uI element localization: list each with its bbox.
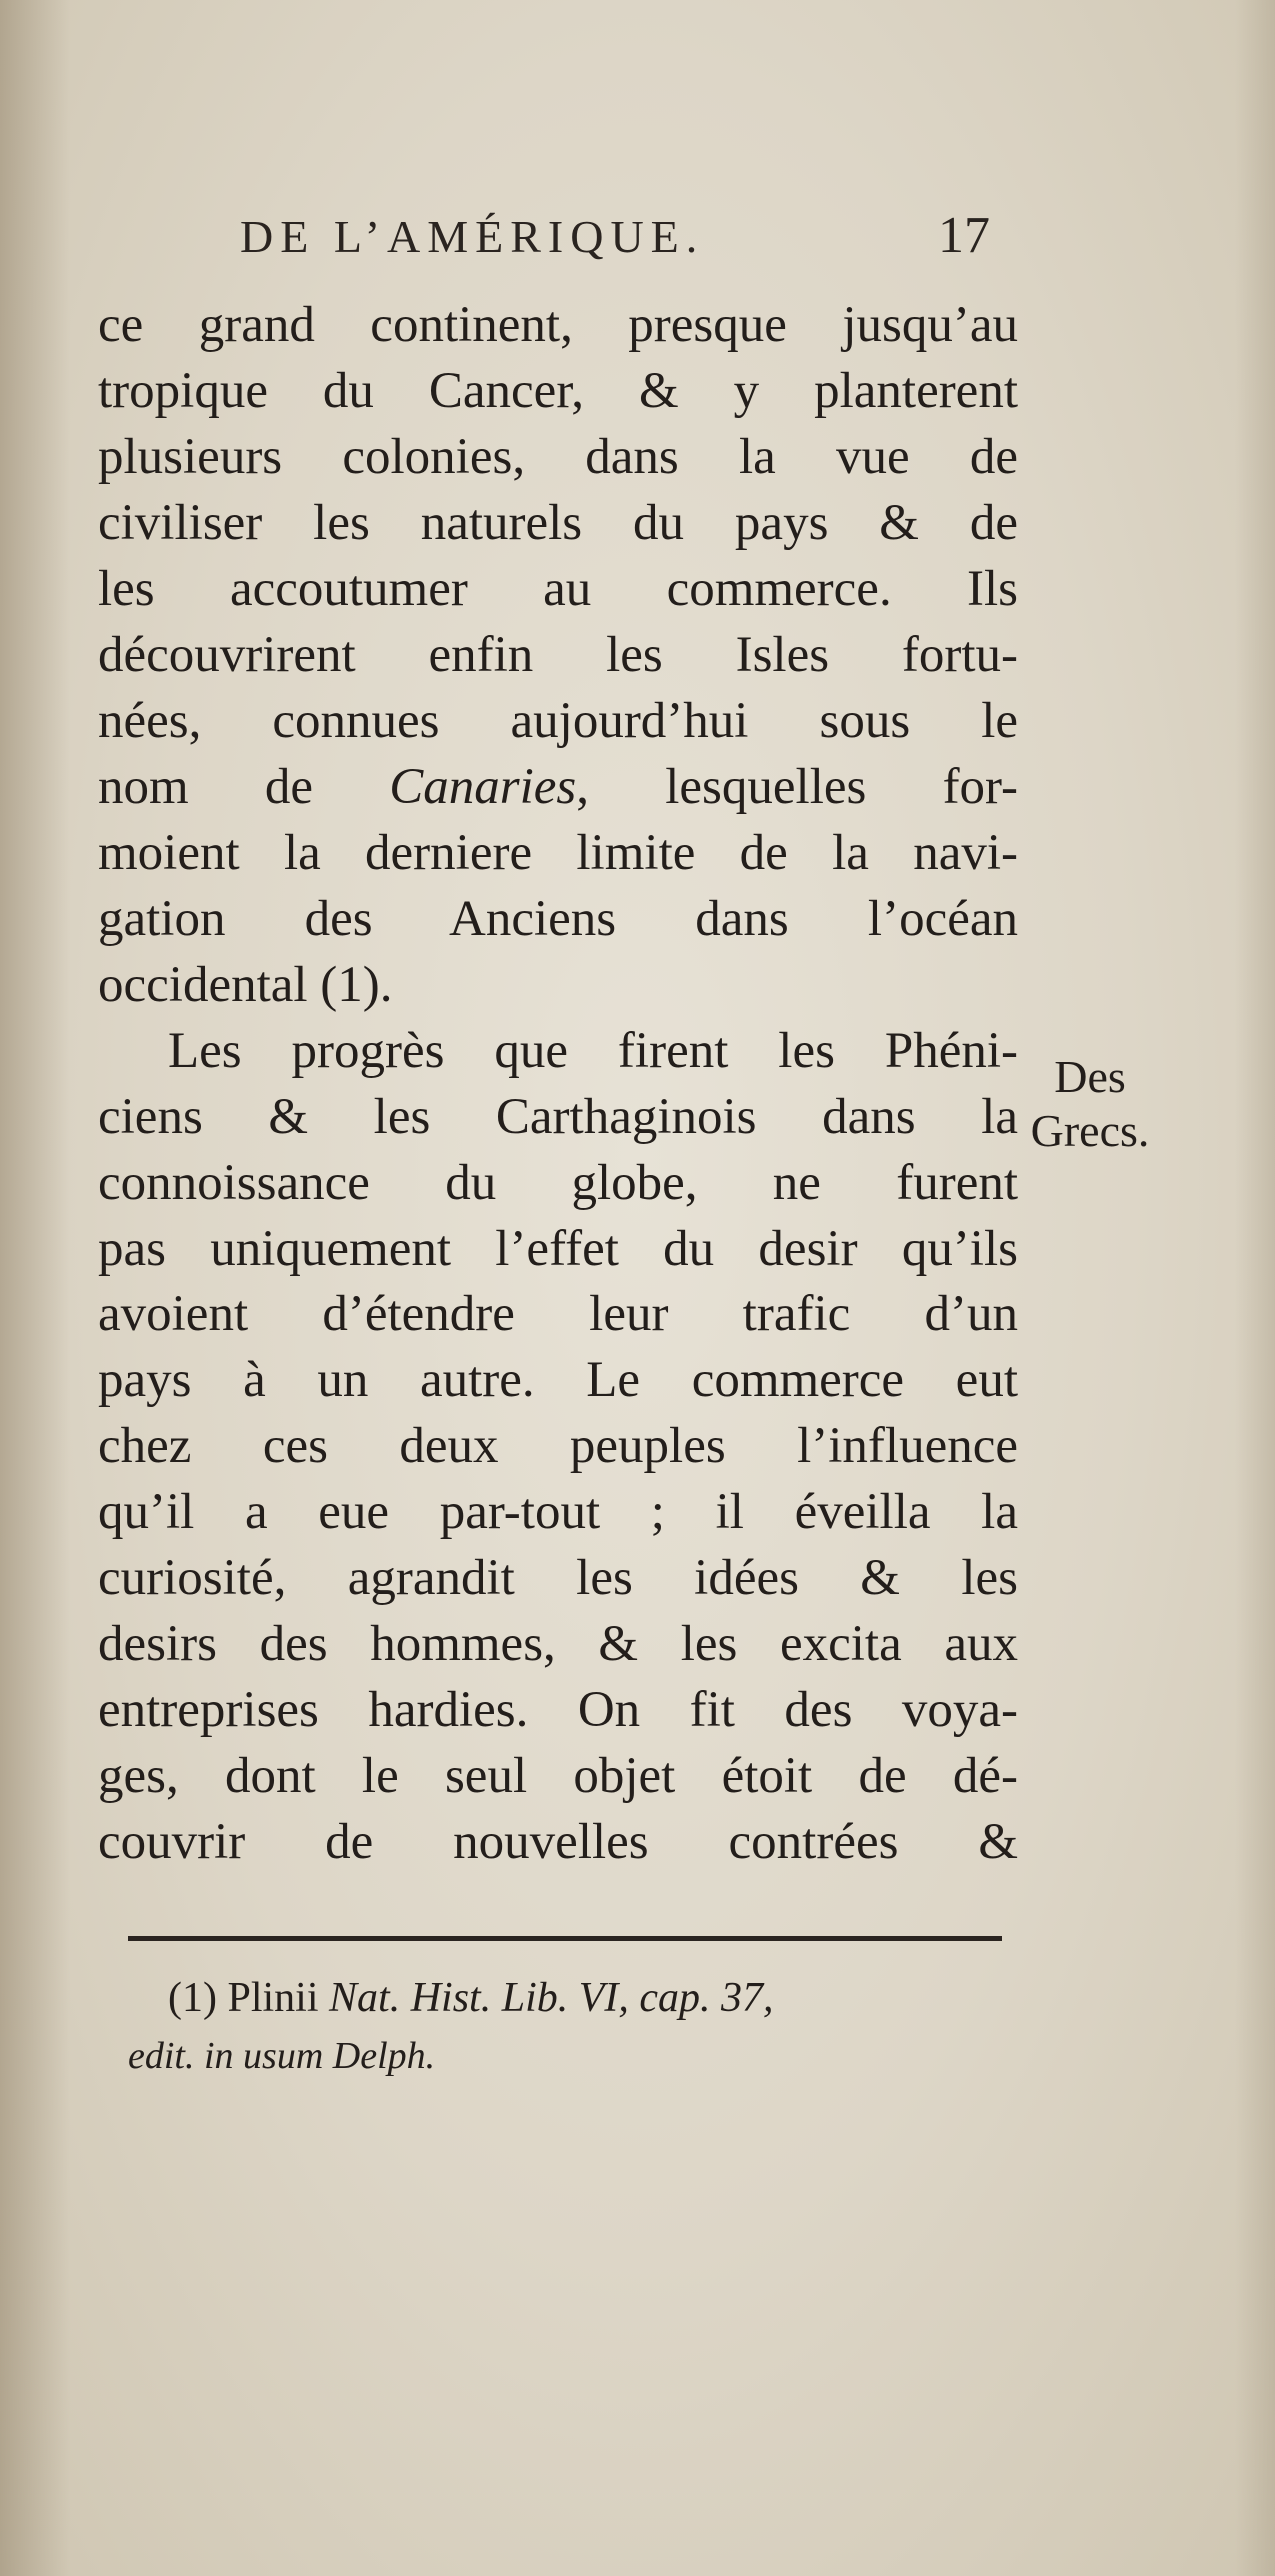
text-line: les accoutumer au commerce. Ils — [98, 561, 1018, 617]
text-line: ciens & les Carthaginois dans la — [98, 1089, 1018, 1145]
text-line: ges, dont le seul objet étoit de dé- — [98, 1748, 1018, 1804]
marginal-note-line: Des — [1054, 1051, 1126, 1102]
footnote-cap: , cap. 37, — [618, 1975, 774, 2021]
text-line: tropique du Cancer, & y planterent — [98, 363, 1018, 419]
running-title: DE L’AMÉRIQUE. — [240, 211, 705, 262]
footnote-edition: edit. in usum Delph. — [128, 2035, 436, 2077]
footnote-line — [128, 1969, 1028, 2027]
text-line: gation des Anciens dans l’océan — [98, 891, 1018, 947]
text-line — [98, 754, 1018, 820]
text-fragment: , lesquelles for- — [576, 759, 1018, 815]
text-line: civiliser les naturels du pays & de — [98, 495, 1018, 551]
text-line: pays à un autre. Le commerce eut — [98, 1352, 1018, 1408]
text-line: pas uniquement l’effet du desir qu’ils — [98, 1221, 1018, 1277]
marginal-note — [1010, 1050, 1170, 1158]
text-line: avoient d’étendre leur trafic d’un — [98, 1287, 1018, 1342]
text-line: plusieurs colonies, dans la vue de — [98, 429, 1018, 485]
text-line: nées, connues aujourd’hui sous le — [98, 693, 1018, 749]
footnote-marker: (1) Plinii — [168, 1975, 319, 2021]
text-line: curiosité, agrandit les idées & les — [98, 1550, 1018, 1606]
italic-term: Canaries — [389, 759, 577, 815]
footnote-work: Nat. Hist. Lib. VI — [329, 1975, 619, 2021]
text-line: couvrir de nouvelles contrées & — [98, 1814, 1018, 1870]
text-line: occidental (1). — [98, 957, 393, 1013]
marginal-note-line: Grecs. — [1030, 1105, 1150, 1156]
text-fragment: nom de — [98, 759, 314, 815]
text-line: découvrirent enfin les Isles fortu- — [98, 627, 1018, 683]
text-line: entreprises hardies. On fit des voya- — [98, 1682, 1018, 1738]
text-line: chez ces deux peuples l’influence — [98, 1418, 1018, 1474]
footnote — [128, 1969, 1028, 2085]
text-line: qu’il a eue par-tout ; il éveilla la — [98, 1484, 1018, 1540]
text-line: desirs des hommes, & les excita aux — [98, 1616, 1018, 1672]
footnote-rule — [128, 1936, 1002, 1941]
body-text — [98, 292, 1018, 1875]
text-line: connoissance du globe, ne furent — [98, 1155, 1018, 1211]
text-line: moient la derniere limite de la navi- — [98, 825, 1018, 881]
text-line: Les progrès que firent les Phéni- — [168, 1023, 1018, 1079]
text-line: ce grand continent, presque jusqu’au — [98, 297, 1018, 353]
page-number: 17 — [938, 207, 990, 264]
running-head — [240, 207, 1000, 270]
